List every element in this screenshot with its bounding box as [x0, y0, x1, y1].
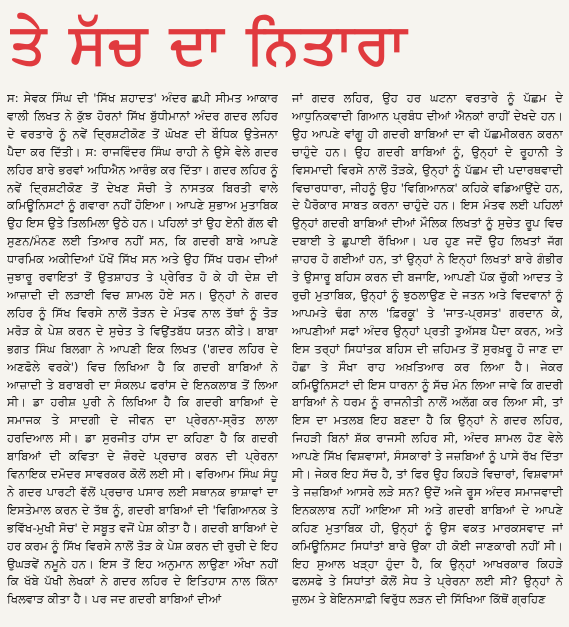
article-text-left: ਸ: ਸੇਵਕ ਸਿੰਘ ਦੀ 'ਸਿੱਖ ਸ਼ਹਾਦਤ' ਅੰਦਰ ਛਪੀ ਸੀਮਤ ਆਕਾਰ ਵਾਲੀ ਲਿਖਤ ਨੇ ਕੁੱਝ ਹੋਰਨਾਂ ਸਿੱਖ ਬੁੱਧੀਮਾਨਾਂ ਅੰਦਰ ਗਦਰ ਲਹਿਰ ਦੇ ਵਰਤਾਰੇ ਨੂੰ ਨਵੇਂ ਦ੍ਰਿਸ਼ਟੀਕੋਣ ਤੋਂ ਘੋਖਣ ਦੀ ਬੌਧਿਕ ਉਤੇਜਨਾ ਪੈਦਾ ਕਰ ਦਿੱਤੀ। ਸ: ਰਾਜਵਿੰਦਰ ਸਿੰਘ ਰਾਹੀ ਨੇ ਉਸੇ ਵੇਲੇ ਗਦਰ ਲਹਿਰ ਬਾਰੇ ਭਰਵਾਂ ਅਧਿਐਨ ਆਰੰਭ ਕਰ ਦਿੱਤਾ। ਗਦਰ ਲਹਿਰ ਨੂੰ ਨਵੇਂ ਦ੍ਰਿਸ਼ਟੀਕੋਣ ਤੋਂ ਦੇਖਣ ਸੋਚੀ ਤੇ ਨਾਸਤਕ ਬਿਰਤੀ ਵਾਲੇ ਕਮਿਊਨਿਸਟਾਂ ਨੂੰ ਗਵਾਰਾ ਨਹੀਂ ਹੋਇਆ। ਆਪਣੇ ਸੁਭਾਅ ਮੁਤਾਬਿਕ ਉਹ ਇਸ ਉਤੇ ਤਿਲਮਿਲਾ ਉਠੇ ਹਨ। ਪਹਿਲਾਂ ਤਾਂ ਉਹ ਏਨੀ ਗੱਲ ਵੀ ਸੁਣਨ/ਮੰਨਣ ਲਈ ਤਿਆਰ ਨਹੀਂ ਸਨ, ਕਿ ਗਦਰੀ ਬਾਬੇ ਆਪਣੇ ਧਾਰਮਿਕ ਅਕੀਦਿਆਂ ਪੱਖੋਂ ਸਿੱਖ ਸਨ ਅਤੇ ਉਹ ਸਿੱਖ ਧਰਮ ਦੀਆਂ ਜੁਝਾਰੂ ਰਵਾਇਤਾਂ ਤੋਂ ਉਤਸ਼ਾਹਤ ਤੇ ਪ੍ਰੇਰਿਤ ਹੋ ਕੇ ਹੀ ਦੇਸ਼ ਦੀ ਆਜ਼ਾਦੀ ਦੀ ਲੜਾਈ ਵਿਚ ਸ਼ਾਮਲ ਹੋਏ ਸਨ। ਉਨ੍ਹਾਂ ਨੇ ਗਦਰ ਲਹਿਰ ਨੂੰ ਸਿੱਖ ਵਿਰਸੇ ਨਾਲੋਂ ਤੋੜਨ ਦੇ ਮੰਤਵ ਨਾਲ ਤੱਥਾਂ ਨੂੰ ਤੋੜ ਮਰੋੜ ਕੇ ਪੇਸ਼ ਕਰਨ ਦੇ ਸੁਚੇਤ ਤੇ ਵਿਉਂਤਬੱਧ ਯਤਨ ਕੀਤੇ। ਬਾਬਾ ਭਗਤ ਸਿੰਘ ਬਿਲਗਾ ਨੇ ਆਪਣੀ ਇਕ ਲਿਖਤ ('ਗਦਰ ਲਹਿਰ ਦੇ ਅਣਫੋਲੇ ਵਰਕੇ') ਵਿਚ ਲਿਖਿਆ ਹੈ ਕਿ ਗਦਰੀ ਬਾਬਿਆਂ ਨੇ ਆਜ਼ਾਦੀ ਤੇ ਬਰਾਬਰੀ ਦਾ ਸੰਕਲਪ ਫਰਾਂਸ ਦੇ ਇਨਕਲਾਬ ਤੋਂ ਲਿਆ ਸੀ। ਡਾ ਹਰੀਸ਼ ਪੁਰੀ ਨੇ ਲਿਖਿਆ ਹੈ ਕਿ ਗਦਰੀ ਬਾਬਿਆਂ ਦੇ ਸਮਾਜਕ ਤੇ ਸਾਦਗੀ ਦੇ ਜੀਵਨ ਦਾ ਪ੍ਰੇਰਨਾ-ਸ੍ਰੋਤ ਲਾਲਾ ਹਰਦਿਆਲ ਸੀ। ਡਾ ਸੁਰਜੀਤ ਹਾਂਸ ਦਾ ਕਹਿਣਾ ਹੈ ਕਿ ਗਦਰੀ ਬਾਬਿਆਂ ਦੀ ਕਵਿਤਾ ਦੇ ਜ਼ੋਰਦੇ ਪ੍ਰਚਾਰ ਕਰਨ ਦੀ ਪ੍ਰੇਰਨਾ ਵਿਨਾਇਕ ਦਮੋਦਰ ਸਾਵਰਕਰ ਕੋਲੋਂ ਲਈ ਸੀ। ਵਰਿਆਮ ਸਿੰਘ ਸੰਧੂ ਨੇ ਗਦਰ ਪਾਰਟੀ ਵੱਲੋਂ ਪ੍ਰਚਾਰ ਪਸਾਰ ਲਈ ਸਥਾਨਕ ਭਾਸ਼ਾਵਾਂ ਦਾ ਇਸਤੇਮਾਲ ਕਰਨ ਦੇ ਤੱਥ ਨੂੰ, ਗਦਰੀ ਬਾਬਿਆਂ ਦੀ 'ਵਿਗਿਆਨਕ ਤੇ ਭਵਿੱਖ-ਮੁਖੀ ਸੋਚ' ਦੇ ਸਬੂਤ ਵਜੋਂ ਪੇਸ਼ ਕੀਤਾ ਹੈ। ਗਦਰੀ ਬਾਬਿਆਂ ਦੇ ਹਰ ਕਰਮ ਨੂੰ ਸਿੱਖ ਵਿਰਸੇ ਨਾਲੋਂ ਤੋੜ ਕੇ ਪੇਸ਼ ਕਰਨ ਦੀ ਰੁਚੀ ਦੇ ਇਹ ਉਘੜਵੇਂ ਨਮੂਨੇ ਹਨ। ਇਸ ਤੋਂ ਇਹ ਅਨੁਮਾਨ ਲਾਉਣਾ ਔਖਾ ਨਹੀਂ ਕਿ ਖੱਬੇ ਪੱਖੀ ਲੇਖਕਾਂ ਨੇ ਗਦਰ ਲਹਿਰ ਦੇ ਇਤਿਹਾਸ ਨਾਲ ਕਿੰਨਾ ਖਿਲਵਾੜ ਕੀਤਾ ਹੈ। ਪਰ ਜਦ ਗਦਰੀ ਬਾਬਿਆਂ ਦੀਆਂ [7, 91, 278, 607]
article-column-right [292, 90, 563, 618]
article-text-right: ਜਾਂ ਗਦਰ ਲਹਿਰ, ਉਹ ਹਰ ਘਟਨਾ ਵਰਤਾਰੇ ਨੂੰ ਪੱਛਮ ਦੇ ਆਧੁਨਿਕਵਾਦੀ ਗਿਆਨ ਪ੍ਰਬੰਧ ਦੀਆਂ ਐਨਕਾਂ ਰਾਹੀਂ ਦੇਖਦੇ ਹਨ। ਉਹ ਆਪਣੇ ਵਾਂਗੂ ਹੀ ਗਦਰੀ ਬਾਬਿਆਂ ਦਾ ਵੀ ਪੱਛਮੀਕਰਨ ਕਰਨਾ ਚਾਹੁੰਦੇ ਹਨ। ਉਹ ਗਦਰੀ ਬਾਬਿਆਂ ਨੂੰ, ਉਨ੍ਹਾਂ ਦੇ ਰੂਹਾਨੀ ਤੇ ਵਿਸਮਾਦੀ ਵਿਰਸੇ ਨਾਲੋਂ ਤੋੜਕੇ, ਉਨ੍ਹਾਂ ਨੂੰ ਪੱਛਮ ਦੀ ਪਦਾਰਥਵਾਦੀ ਵਿਚਾਰਧਾਰਾ, ਜੀਹਨੂੰ ਉਹ 'ਵਿਗਿਆਨਕ' ਕਹਿਕੇ ਵਡਿਆਉਂਦੇ ਹਨ, ਦੇ ਪੈਰੋਕਾਰ ਸਾਬਤ ਕਰਨਾ ਚਾਹੁੰਦੇ ਹਨ। ਇਸ ਮੰਤਵ ਲਈ ਪਹਿਲਾਂ ਉਨ੍ਹਾਂ ਗਦਰੀ ਬਾਬਿਆਂ ਦੀਆਂ ਮੌਲਿਕ ਲਿਖਤਾਂ ਨੂੰ ਸੁਚੇਤ ਰੂਪ ਵਿਚ ਦਬਾਈ ਤੇ ਛੁਪਾਈ ਰੱਖਿਆ। ਪਰ ਹੁਣ ਜਦੋਂ ਉਹ ਲਿਖਤਾਂ ਜੱਗ ਜ਼ਾਹਰ ਹੋ ਗਈਆਂ ਹਨ, ਤਾਂ ਉਨ੍ਹਾਂ ਨੇ ਇਨ੍ਹਾਂ ਲਿਖਤਾਂ ਬਾਰੇ ਗੰਭੀਰ ਤੇ ਉਸਾਰੂ ਬਹਿਸ ਕਰਨ ਦੀ ਬਜਾਇ, ਆਪਣੀ ਪੱਕ ਚੁੱਕੀ ਆਦਤ ਤੇ ਰੁਚੀ ਮੁਤਾਬਿਕ, ਉਨ੍ਹਾਂ ਨੂੰ ਝੁਠਲਾਉਣ ਦੇ ਜਤਨ ਅਤੇ ਵਿਦਵਾਨਾਂ ਨੂੰ ਆਪਮਤੇ ਢੰਗ ਨਾਲ 'ਫ਼ਿਰਕੂ' ਤੇ 'ਜਾਤ-ਪ੍ਰਸਤ' ਗਰਦਾਨ ਕੇ, ਆਪਣੀਆਂ ਸਫਾਂ ਅੰਦਰ ਉਨ੍ਹਾਂ ਪ੍ਰਤੀ ਤੁਅੱਸਬ ਪੈਦਾ ਕਰਨ, ਅਤੇ ਇਸ ਤਰ੍ਹਾਂ ਸਿਧਾਂਤਕ ਬਹਿਸ ਦੀ ਜ਼ਹਿਮਤ ਤੋਂ ਸੁਰਖ਼ਰੂ ਹੋ ਜਾਣ ਦਾ ਹੋਛਾ ਤੇ ਸੌਖਾ ਰਾਹ ਅਖ਼ਤਿਆਰ ਕਰ ਲਿਆ ਹੈ। ਜੇਕਰ ਕਮਿਊਨਿਸਟਾਂ ਦੀ ਇਸ ਧਾਰਨਾ ਨੂੰ ਸੱਚ ਮੰਨ ਲਿਆ ਜਾਵੇ ਕਿ ਗਦਰੀ ਬਾਬਿਆਂ ਨੇ ਧਰਮ ਨੂੰ ਰਾਜਨੀਤੀ ਨਾਲੋਂ ਅਲੱਗ ਕਰ ਲਿਆ ਸੀ, ਤਾਂ ਇਸ ਦਾ ਮਤਲਬ ਇਹ ਬਣਦਾ ਹੈ ਕਿ ਉਨ੍ਹਾਂ ਨੇ ਗਦਰ ਲਹਿਰ, ਜਿਹੜੀ ਬਿਨਾਂ ਸ਼ੱਕ ਰਾਜਸੀ ਲਹਿਰ ਸੀ, ਅੰਦਰ ਸ਼ਾਮਲ ਹੋਣ ਵੇਲੇ ਆਪਣੇ ਸਿੱਖ ਵਿਸ਼ਵਾਸਾਂ, ਸੰਸਕਾਰਾਂ ਤੇ ਜਜ਼ਬਿਆਂ ਨੂੰ ਪਾਸੇ ਰੱਖ ਦਿੱਤਾ ਸੀ। ਜੇਕਰ ਇਹ ਸੱਚ ਹੈ, ਤਾਂ ਫਿਰ ਉਹ ਕਿਹੜੇ ਵਿਚਾਰਾਂ, ਵਿਸ਼ਵਾਸਾਂ ਤੇ ਜਜ਼ਬਿਆਂ ਆਸਰੇ ਲੜੇ ਸਨ? ਉਦੋਂ ਅਜੇ ਰੂਸ ਅੰਦਰ ਸਮਾਜਵਾਦੀ ਇਨਕਲਾਬ ਨਹੀਂ ਆਇਆ ਸੀ ਅਤੇ ਗਦਰੀ ਬਾਬਿਆਂ ਦੇ ਆਪਣੇ ਕਹਿਣ ਮੁਤਾਬਿਕ ਹੀ, ਉਨ੍ਹਾਂ ਨੂੰ ਉਸ ਵਕਤ ਮਾਰਕਸਵਾਦ ਜਾਂ ਕਮਿਊਨਿਸਟ ਸਿਧਾਂਤਾਂ ਬਾਰੇ ਉਕਾ ਹੀ ਕੋਈ ਜਾਣਕਾਰੀ ਨਹੀਂ ਸੀ। ਇਹ ਸੁਆਲ ਖੜ੍ਹਾ ਹੁੰਦਾ ਹੈ, ਕਿ ਉਨ੍ਹਾਂ ਆਖਰਕਾਰ ਕਿਹੜੇ ਫਲਸਫੇ ਤੇ ਸਿਧਾਂਤਾਂ ਕੋਲੋਂ ਸੇਧ ਤੇ ਪ੍ਰੇਰਨਾ ਲਈ ਸੀ? ਉਨ੍ਹਾਂ ਨੇ ਜ਼ੁਲਮ ਤੇ ਬੇਇਨਸਾਫ਼ੀ ਵਿਰੁੱਧ ਲੜਨ ਦੀ ਸਿੱਖਿਆ ਕਿੱਥੋਂ ਗ੍ਰਹਿਣ [292, 91, 563, 607]
article-headline: ਤੇ ਸੱਚ ਦਾ ਨਿਤਾਰਾ [10, 12, 409, 77]
article-column-left [7, 90, 278, 618]
